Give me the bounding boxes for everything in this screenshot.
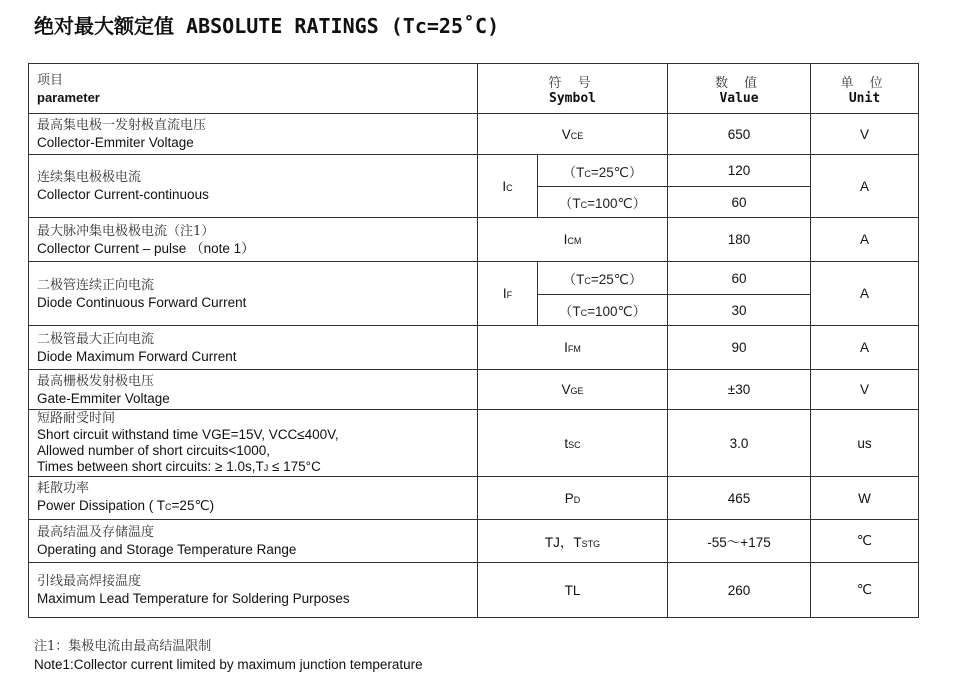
header-value-cn: 数 值: [714, 75, 764, 91]
symbol-cell: [478, 477, 668, 520]
condition-text: （T: [562, 164, 585, 180]
footnote-cn: 注1：集极电流由最高结温限制: [34, 639, 212, 654]
condition-subscript: C: [580, 308, 588, 318]
symbol-cell: [478, 114, 668, 155]
text: ≤ 175°C: [268, 458, 321, 474]
value-cell: 180: [668, 218, 811, 262]
value-cell: 60: [668, 262, 811, 295]
footnote: [34, 638, 423, 674]
condition-subscript: C: [580, 200, 588, 210]
unit-cell: V: [811, 114, 919, 155]
parameter-cn: 最高栅极发射极电压: [37, 373, 155, 389]
table-row: [29, 262, 919, 295]
condition-subscript: C: [584, 168, 591, 179]
symbol-cell: [478, 520, 668, 563]
parameter-en-line: Short circuit withstand time VGE=15V, VCC≤400V,: [37, 426, 339, 442]
symbol: I: [564, 340, 568, 355]
parameter-cn: 二极管最大正向电流: [37, 331, 155, 347]
parameter-cn: 耗散功率: [37, 481, 90, 496]
parameter-en-line: [37, 459, 477, 476]
symbol: I: [502, 286, 507, 301]
symbol-subscript: C: [506, 182, 513, 193]
text: Power Dissipation ( T: [37, 498, 166, 513]
symbol: V: [561, 382, 571, 397]
unit-cell: A: [811, 218, 919, 262]
page-title: 绝对最大额定值 ABSOLUTE RATINGS (Tc=25˚C): [34, 14, 500, 38]
parameter-cn: 短路耐受时间: [37, 410, 116, 426]
symbol-cell: [478, 410, 668, 477]
condition-text: =25℃）: [590, 164, 643, 180]
symbol-subscript: CE: [570, 130, 584, 141]
parameter-cn: 最大脉冲集电极极电流（注1）: [37, 223, 215, 239]
parameter-cell: [29, 520, 478, 563]
parameter-cell: [29, 410, 478, 477]
symbol: I: [502, 178, 507, 194]
parameter-cn: 连续集电极极电流: [37, 170, 142, 185]
value-cell: 60: [668, 187, 811, 218]
condition-text: （T: [562, 272, 585, 287]
symbol: P: [564, 490, 574, 506]
condition-subscript: C: [584, 276, 591, 286]
table-row: [29, 155, 919, 187]
parameter-en: Gate-Emmiter Voltage: [37, 390, 170, 406]
header-parameter-cn: 项目: [37, 72, 64, 88]
symbol-subscript: F: [506, 290, 513, 300]
value-cell: 90: [668, 326, 811, 370]
parameter-cell: [29, 477, 478, 520]
header-unit: [811, 64, 919, 114]
symbol-cell: [478, 563, 668, 618]
text: =25℃): [171, 498, 215, 513]
symbol-cell: [478, 326, 668, 370]
value-cell: 30: [668, 295, 811, 326]
symbol-cell: [478, 262, 538, 326]
parameter-cn: 引线最高焊接温度: [37, 574, 142, 589]
value-cell: 260: [668, 563, 811, 618]
header-unit-cn: 单 位: [840, 75, 889, 91]
symbol-subscript: CM: [567, 236, 582, 246]
parameter-en: Operating and Storage Temperature Range: [37, 542, 297, 557]
footnote-en: Note1:Collector current limited by maximum junction temperature: [34, 657, 423, 672]
value-cell: 650: [668, 114, 811, 155]
parameter-en: Maximum Lead Temperature for Soldering Purposes: [37, 591, 350, 606]
parameter-cell: [29, 218, 478, 262]
symbol-subscript: D: [573, 494, 581, 505]
table-row: [29, 410, 919, 477]
parameter-en: [37, 497, 477, 516]
absolute-ratings-table: [28, 63, 919, 618]
parameter-cell: [29, 326, 478, 370]
condition-cell: [538, 155, 668, 187]
unit-cell: ℃: [811, 520, 919, 563]
condition-text: =100℃）: [587, 304, 647, 319]
parameter-cell: [29, 262, 478, 326]
symbol-subscript: FM: [567, 344, 581, 354]
header-parameter: [29, 64, 478, 114]
symbol: TJ，T: [544, 535, 582, 550]
subscript: C: [165, 502, 172, 512]
symbol-subscript: GE: [570, 386, 584, 396]
parameter-cell: [29, 563, 478, 618]
unit-cell: ℃: [811, 563, 919, 618]
unit-cell: W: [811, 477, 919, 520]
parameter-cn: 最高结温及存储温度: [37, 525, 155, 540]
condition-cell: [538, 262, 668, 295]
header-symbol-cn: 符 号: [548, 75, 597, 91]
symbol: V: [561, 126, 571, 142]
condition-text: （T: [558, 304, 581, 319]
parameter-en: Collector Current – pulse （note 1）: [37, 240, 255, 256]
parameter-en-line: Allowed number of short circuits<1000,: [37, 442, 270, 458]
symbol-subscript: SC: [568, 439, 581, 450]
unit-cell: V: [811, 370, 919, 410]
unit-cell: A: [811, 155, 919, 218]
symbol: t: [564, 435, 569, 451]
header-value: [668, 64, 811, 114]
condition-cell: [538, 187, 668, 218]
header-parameter-en: parameter: [37, 89, 100, 105]
text: Times between short circuits: ≥ 1.0s,T: [37, 458, 264, 474]
value-cell: 3.0: [668, 410, 811, 477]
parameter-en: Diode Continuous Forward Current: [37, 294, 247, 310]
table-row: [29, 520, 919, 563]
parameter-cn: 二极管连续正向电流: [37, 277, 155, 293]
parameter-en: Collector-Emmiter Voltage: [37, 135, 194, 150]
symbol-subscript: STG: [581, 539, 601, 549]
value-cell: ±30: [668, 370, 811, 410]
table-row: [29, 218, 919, 262]
symbol: TL: [564, 582, 581, 598]
parameter-en: Diode Maximum Forward Current: [37, 348, 237, 364]
header-value-en: Value: [719, 90, 759, 106]
parameter-cell: [29, 114, 478, 155]
symbol-cell: [478, 218, 668, 262]
symbol-cell: [478, 370, 668, 410]
condition-text: =100℃）: [587, 196, 647, 211]
value-cell: -55～+175: [668, 520, 811, 563]
subscript: J: [263, 462, 269, 473]
parameter-cell: [29, 370, 478, 410]
header-symbol: [478, 64, 668, 114]
condition-text: =25℃）: [590, 272, 643, 287]
table-row: [29, 114, 919, 155]
table-row: [29, 563, 919, 618]
value-cell: 465: [668, 477, 811, 520]
table-row: [29, 477, 919, 520]
header-symbol-en: Symbol: [549, 90, 596, 106]
table-row: [29, 326, 919, 370]
parameter-en: Collector Current-continuous: [37, 187, 209, 202]
unit-cell: us: [811, 410, 919, 477]
condition-text: （T: [558, 196, 581, 211]
table-header-row: [29, 64, 919, 114]
parameter-cn: 最高集电极一发射极直流电压: [37, 118, 207, 133]
symbol-cell: [478, 155, 538, 218]
table-row: [29, 370, 919, 410]
symbol: I: [563, 232, 568, 247]
parameter-cell: [29, 155, 478, 218]
value-cell: 120: [668, 155, 811, 187]
header-unit-en: Unit: [848, 90, 881, 106]
unit-cell: A: [811, 262, 919, 326]
unit-cell: A: [811, 326, 919, 370]
condition-cell: [538, 295, 668, 326]
